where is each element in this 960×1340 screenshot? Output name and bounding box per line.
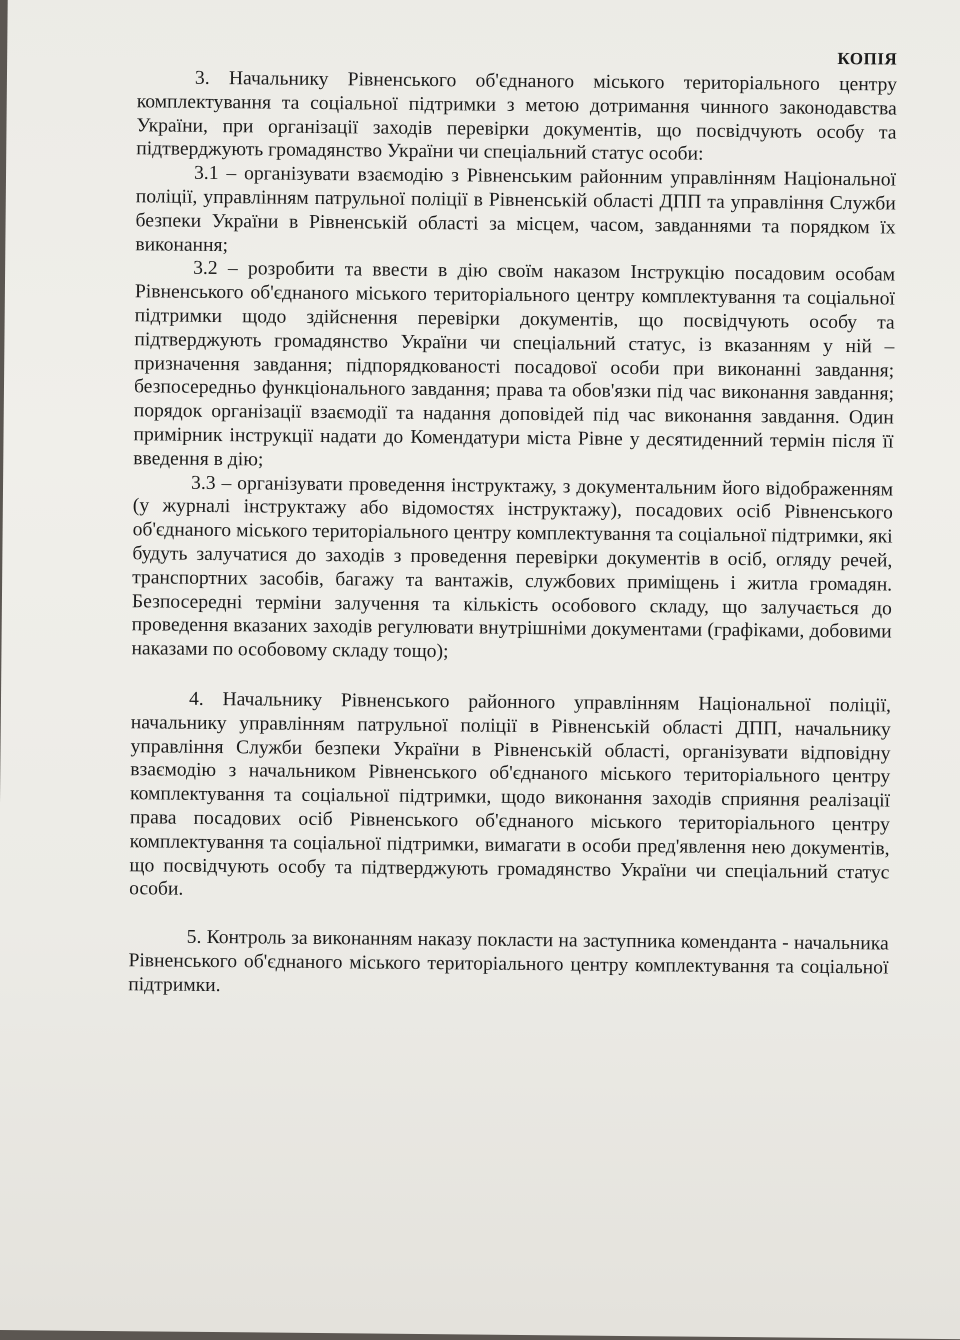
- paragraph-5: 5. Контроль за виконанням наказу покласти на заступника коменданта - начальника Рівненського об'єднаного міського територіального центру комплектування та соціальної підтримки.: [128, 926, 889, 996]
- paragraph-3: 3. Начальнику Рівненського об'єднаного міського територіального центру комплектування та соціальної підтримки з метою дотримання чинного законодавства України, при організації заходів перевірки документів, що посвідчують особу та підтверджують громадянство України чи спеціальний статус особи:: [136, 67, 898, 166]
- paragraph-3-3: 3.3 – організувати проведення інструктажу, з документальним його відображенням (у журналі інструктажу або відомостях інструктажу), посадових осіб Рівненського об'єднаного міського територіального центру комплектування та соціальної підтримки, які будуть залучатися до заходів з проведення перевірки документів в осіб, огляду речей, транспортних засобів, багажу та вантажів, службових приміщень і житла громадян. Безпосередні терміни залучення та кількість особового складу, що залучається до проведення вказаних заходів регулювати внутрішніми документами (графіками, добовими наказами по особовому складу тощо);: [131, 472, 894, 663]
- paragraph-3-1: 3.1 – організувати взаємодію з Рівненським районним управлінням Національної поліції, управлінням патрульної поліції в Рівненській області ДПП та управління Служби безпеки України в Рівненській області за місцем, часом, завданнями та порядком їх виконання;: [135, 162, 897, 256]
- paragraph-4: 4. Начальнику Рівненського районного управлінням Національної поліції, начальнику управлінням патрульної поліції в Рівненській області ДПП, начальнику управління Служби безпеки України в Рівненській області, організувати відповідну взаємодію з начальником Рівненського об'єднаного міського територіального центру комплектування та соціальної підтримки, щодо виконання заходів сприяння реалізації права посадових осіб Рівненського об'єднаного міського територіального центру комплектування та соціальної підтримки, вимагати в особи пред'явлення нею документів, що посвідчують особу та підтверджують громадянство України чи спеціальний статус особи.: [129, 688, 892, 901]
- document-body: [128, 48, 898, 1004]
- copy-stamp: КОПІЯ: [837, 48, 898, 69]
- paragraph-3-2: 3.2 – розробити та ввести в дію своїм наказом Інструкцію посадовим особам Рівненського об'єднаного міського територіального центру комплектування та соціальної підтримки щодо здійснення перевірки документів, що посвідчують особу та підтверджують громадянство України чи спеціальний статус, із вказанням у ній – призначення завдання; підпорядкованості посадової особи при виконанні завдання; безпосередньо функціонального завдання; права та обов'язки під час виконання завдання; порядок організації взаємодії та надання доповідей під час виконання завдання. Один примірник інструкції надати до Комендатури міста Рівне у десятиденний термін після її введення в дію;: [133, 258, 896, 471]
